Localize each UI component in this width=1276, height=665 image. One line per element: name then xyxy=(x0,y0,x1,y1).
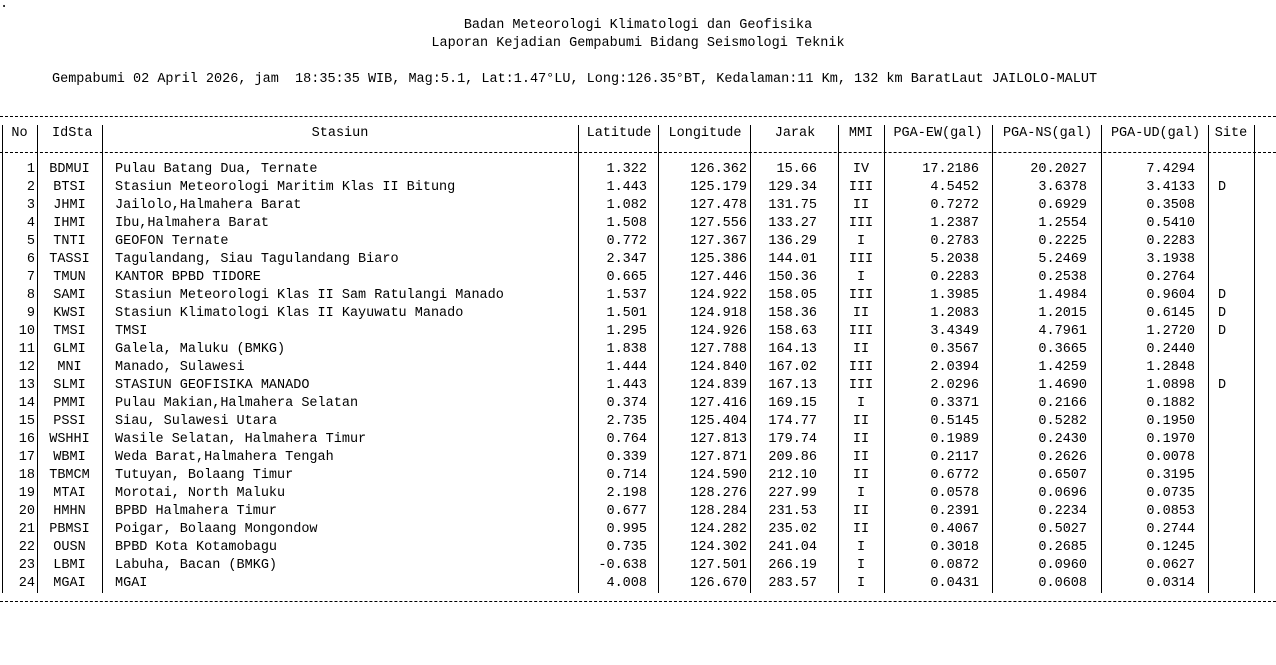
cell-site xyxy=(1218,233,1248,251)
cell-ew: 0.3567 xyxy=(930,342,979,357)
cell-ud: 0.2440 xyxy=(1146,342,1195,357)
cell-lon: 126.362 xyxy=(690,162,747,177)
cell-lat: 1.444 xyxy=(606,360,647,375)
cell-ew: 4.5452 xyxy=(930,180,979,195)
cell-mmi: II xyxy=(852,522,870,537)
cell-lat: 1.537 xyxy=(606,288,647,303)
cell-site xyxy=(1218,485,1248,503)
cell-ud: 3.4133 xyxy=(1146,180,1195,195)
column-separator xyxy=(992,125,993,593)
cell-dist: 241.04 xyxy=(768,540,817,555)
cell-no: 23 xyxy=(18,558,35,573)
column-separator xyxy=(578,125,579,593)
cell-dist: 129.34 xyxy=(768,180,817,195)
cell-name: Pulau Batang Dua, Ternate xyxy=(115,162,318,177)
cell-ew: 5.2038 xyxy=(930,252,979,267)
cell-ud: 1.2720 xyxy=(1146,324,1195,339)
cell-no: 24 xyxy=(18,576,35,591)
cell-id: PMMI xyxy=(53,396,86,411)
column-header: Site xyxy=(1214,126,1248,141)
cell-no: 9 xyxy=(26,306,35,321)
cell-lat: 2.198 xyxy=(606,486,647,501)
column-separator xyxy=(102,125,103,593)
cell-ud: 0.9604 xyxy=(1146,288,1195,303)
cell-ud: 0.5410 xyxy=(1146,216,1195,231)
cell-dist: 212.10 xyxy=(768,468,817,483)
cell-mmi: II xyxy=(852,342,870,357)
cell-no: 21 xyxy=(18,522,35,537)
cell-no: 7 xyxy=(26,270,35,285)
cell-no: 13 xyxy=(18,378,35,393)
cell-lon: 125.404 xyxy=(690,414,747,429)
cell-lon: 124.918 xyxy=(690,306,747,321)
cell-site xyxy=(1218,575,1248,593)
column-separator xyxy=(838,125,839,593)
cell-lon: 127.416 xyxy=(690,396,747,411)
cell-ew: 0.0872 xyxy=(930,558,979,573)
header-divider xyxy=(0,152,1276,153)
cell-ns: 0.2430 xyxy=(1038,432,1087,447)
cell-name: Morotai, North Maluku xyxy=(115,486,286,501)
cell-ew: 1.2083 xyxy=(930,306,979,321)
cell-ns: 0.2685 xyxy=(1038,540,1087,555)
cell-lon: 124.926 xyxy=(690,324,747,339)
bottom-divider xyxy=(0,601,1276,602)
column-separator xyxy=(750,125,751,593)
cell-lat: 1.443 xyxy=(606,180,647,195)
cell-ns: 0.2225 xyxy=(1038,234,1087,249)
cell-lat: 0.374 xyxy=(606,396,647,411)
cell-dist: 131.75 xyxy=(768,198,817,213)
cell-ew: 1.3985 xyxy=(930,288,979,303)
cell-ud: 0.1882 xyxy=(1146,396,1195,411)
cell-lat: 0.714 xyxy=(606,468,647,483)
cell-ud: 0.6145 xyxy=(1146,306,1195,321)
cell-ew: 0.2117 xyxy=(930,450,979,465)
cell-ns: 5.2469 xyxy=(1038,252,1087,267)
cell-id: LBMI xyxy=(53,558,86,573)
cell-lon: 127.813 xyxy=(690,432,747,447)
cell-ns: 0.2538 xyxy=(1038,270,1087,285)
cell-id: SLMI xyxy=(53,378,86,393)
cell-ew: 3.4349 xyxy=(930,324,979,339)
cell-id: WBMI xyxy=(53,450,86,465)
cell-ud: 0.2283 xyxy=(1146,234,1195,249)
cell-ew: 17.2186 xyxy=(922,162,979,177)
cell-lon: 125.179 xyxy=(690,180,747,195)
cell-site xyxy=(1218,557,1248,575)
cell-lon: 127.788 xyxy=(690,342,747,357)
cell-no: 8 xyxy=(26,288,35,303)
cell-ud: 0.1970 xyxy=(1146,432,1195,447)
cell-ew: 0.5145 xyxy=(930,414,979,429)
cell-mmi: III xyxy=(848,324,874,339)
cell-name: Jailolo,Halmahera Barat xyxy=(115,198,302,213)
cell-mmi: II xyxy=(852,306,870,321)
cell-ns: 0.5027 xyxy=(1038,522,1087,537)
cell-lat: 0.665 xyxy=(606,270,647,285)
cell-no: 17 xyxy=(18,450,35,465)
cell-mmi: I xyxy=(856,558,866,573)
cell-lat: -0.638 xyxy=(598,558,647,573)
cell-name: Ibu,Halmahera Barat xyxy=(115,216,269,231)
cell-id: HMHN xyxy=(53,504,86,519)
cell-dist: 136.29 xyxy=(768,234,817,249)
cell-lat: 0.677 xyxy=(606,504,647,519)
cell-ud: 7.4294 xyxy=(1146,162,1195,177)
column-separator xyxy=(1208,125,1209,593)
cell-ud: 0.0314 xyxy=(1146,576,1195,591)
cell-site: D xyxy=(1218,378,1227,393)
cell-name: Weda Barat,Halmahera Tengah xyxy=(115,450,334,465)
cell-site xyxy=(1218,521,1248,539)
cell-mmi: I xyxy=(856,576,866,591)
cell-mmi: IV xyxy=(852,162,870,177)
cell-site xyxy=(1218,161,1248,179)
cell-dist: 158.05 xyxy=(768,288,817,303)
cell-ud: 0.2764 xyxy=(1146,270,1195,285)
cell-lat: 0.735 xyxy=(606,540,647,555)
cell-lat: 4.008 xyxy=(606,576,647,591)
cell-dist: 133.27 xyxy=(768,216,817,231)
cell-name: Stasiun Meteorologi Maritim Klas II Bitung xyxy=(115,180,456,195)
cell-mmi: III xyxy=(848,180,874,195)
cell-ud: 1.0898 xyxy=(1146,378,1195,393)
column-header: MMI xyxy=(848,126,874,141)
cell-dist: 169.15 xyxy=(768,396,817,411)
cell-dist: 144.01 xyxy=(768,252,817,267)
cell-name: Labuha, Bacan (BMKG) xyxy=(115,558,278,573)
cell-dist: 227.99 xyxy=(768,486,817,501)
cell-site: D xyxy=(1218,324,1227,339)
cell-ew: 0.0578 xyxy=(930,486,979,501)
cell-no: 14 xyxy=(18,396,35,411)
cell-site: D xyxy=(1218,180,1227,195)
cell-lat: 2.347 xyxy=(606,252,647,267)
cell-ns: 0.6507 xyxy=(1038,468,1087,483)
column-header: PGA-EW(gal) xyxy=(893,126,983,141)
cell-no: 4 xyxy=(26,216,35,231)
cell-lon: 124.282 xyxy=(690,522,747,537)
cell-no: 19 xyxy=(18,486,35,501)
cell-ud: 0.0853 xyxy=(1146,504,1195,519)
cell-mmi: I xyxy=(856,396,866,411)
cell-name: KANTOR BPBD TIDORE xyxy=(115,270,261,285)
column-separator xyxy=(658,125,659,593)
cell-id: BDMUI xyxy=(49,162,90,177)
cell-lat: 1.508 xyxy=(606,216,647,231)
cell-dist: 235.02 xyxy=(768,522,817,537)
cell-id: TMSI xyxy=(53,324,86,339)
cell-ns: 1.4690 xyxy=(1038,378,1087,393)
cell-lat: 1.838 xyxy=(606,342,647,357)
cell-id: MTAI xyxy=(53,486,86,501)
cell-name: Siau, Sulawesi Utara xyxy=(115,414,278,429)
cell-lat: 1.443 xyxy=(606,378,647,393)
cell-no: 6 xyxy=(26,252,35,267)
cell-ew: 0.0431 xyxy=(930,576,979,591)
cell-id: IHMI xyxy=(53,216,86,231)
column-separator xyxy=(884,125,885,593)
cell-dist: 158.63 xyxy=(768,324,817,339)
cell-ns: 0.0960 xyxy=(1038,558,1087,573)
cell-site xyxy=(1218,215,1248,233)
cell-ns: 1.2554 xyxy=(1038,216,1087,231)
cell-ud: 1.2848 xyxy=(1146,360,1195,375)
cell-lat: 1.295 xyxy=(606,324,647,339)
cell-ud: 0.0078 xyxy=(1146,450,1195,465)
cell-dist: 266.19 xyxy=(768,558,817,573)
cell-lon: 124.302 xyxy=(690,540,747,555)
cell-no: 5 xyxy=(26,234,35,249)
cell-dist: 15.66 xyxy=(776,162,817,177)
cell-no: 22 xyxy=(18,540,35,555)
cell-ns: 0.0608 xyxy=(1038,576,1087,591)
column-header: IdSta xyxy=(52,126,93,141)
cell-ns: 4.7961 xyxy=(1038,324,1087,339)
column-separator xyxy=(37,125,38,593)
cell-ew: 0.2783 xyxy=(930,234,979,249)
cell-ew: 0.4067 xyxy=(930,522,979,537)
cell-mmi: III xyxy=(848,252,874,267)
column-separator xyxy=(1254,125,1255,593)
cell-ud: 3.1938 xyxy=(1146,252,1195,267)
cell-mmi: II xyxy=(852,468,870,483)
cell-ns: 1.2015 xyxy=(1038,306,1087,321)
cell-ew: 0.2283 xyxy=(930,270,979,285)
cell-dist: 174.77 xyxy=(768,414,817,429)
cell-ns: 20.2027 xyxy=(1030,162,1087,177)
cell-dist: 167.02 xyxy=(768,360,817,375)
cell-ns: 0.3665 xyxy=(1038,342,1087,357)
cell-ew: 0.1989 xyxy=(930,432,979,447)
cell-ns: 0.2626 xyxy=(1038,450,1087,465)
cell-site xyxy=(1218,269,1248,287)
cell-name: BPBD Halmahera Timur xyxy=(115,504,278,519)
cell-mmi: I xyxy=(856,234,866,249)
cell-site xyxy=(1218,467,1248,485)
cell-name: Tagulandang, Siau Tagulandang Biaro xyxy=(115,252,399,267)
cell-site xyxy=(1218,449,1248,467)
cell-site xyxy=(1218,251,1248,269)
cell-mmi: III xyxy=(848,360,874,375)
event-summary: Gempabumi 02 April 2026, jam 18:35:35 WIB, Mag:5.1, Lat:1.47°LU, Long:126.35°BT, Kedalaman:11 Km, 132 km BaratLaut JAILOLO-MALUT xyxy=(52,72,1098,87)
cell-id: KWSI xyxy=(53,306,86,321)
column-header: Stasiun xyxy=(311,126,369,141)
cell-ew: 2.0296 xyxy=(930,378,979,393)
cell-name: Stasiun Meteorologi Klas II Sam Ratulangi Manado xyxy=(115,288,504,303)
cell-dist: 158.36 xyxy=(768,306,817,321)
cell-lon: 128.284 xyxy=(690,504,747,519)
cell-mmi: III xyxy=(848,378,874,393)
cell-lon: 127.556 xyxy=(690,216,747,231)
cell-dist: 209.86 xyxy=(768,450,817,465)
cell-ud: 0.3195 xyxy=(1146,468,1195,483)
column-separator xyxy=(2,125,3,593)
cell-dist: 167.13 xyxy=(768,378,817,393)
cell-no: 16 xyxy=(18,432,35,447)
top-divider xyxy=(0,116,1276,117)
cell-site: D xyxy=(1218,288,1227,303)
cell-dist: 283.57 xyxy=(768,576,817,591)
cell-ns: 0.6929 xyxy=(1038,198,1087,213)
column-header: Latitude xyxy=(586,126,652,141)
cell-name: STASIUN GEOFISIKA MANADO xyxy=(115,378,310,393)
cell-site xyxy=(1218,359,1248,377)
cell-mmi: II xyxy=(852,198,870,213)
column-separator xyxy=(1101,125,1102,593)
cell-ud: 0.0735 xyxy=(1146,486,1195,501)
cell-lat: 0.339 xyxy=(606,450,647,465)
cell-dist: 164.13 xyxy=(768,342,817,357)
cell-ns: 0.0696 xyxy=(1038,486,1087,501)
cell-no: 15 xyxy=(18,414,35,429)
agency-title: Badan Meteorologi Klimatologi dan Geofisika xyxy=(463,18,813,33)
cell-ew: 0.6772 xyxy=(930,468,979,483)
cell-name: MGAI xyxy=(115,576,148,591)
cell-lat: 0.995 xyxy=(606,522,647,537)
column-header: PGA-NS(gal) xyxy=(1002,126,1093,141)
cell-id: MGAI xyxy=(53,576,86,591)
cell-lat: 0.772 xyxy=(606,234,647,249)
cell-id: PBMSI xyxy=(49,522,90,537)
cell-ns: 0.5282 xyxy=(1038,414,1087,429)
cell-ew: 2.0394 xyxy=(930,360,979,375)
cell-mmi: I xyxy=(856,270,866,285)
cell-id: WSHHI xyxy=(49,432,90,447)
cell-lat: 2.735 xyxy=(606,414,647,429)
cell-ew: 1.2387 xyxy=(930,216,979,231)
cell-name: Wasile Selatan, Halmahera Timur xyxy=(115,432,367,447)
cell-no: 11 xyxy=(18,342,35,357)
cell-dist: 150.36 xyxy=(768,270,817,285)
cell-ns: 1.4984 xyxy=(1038,288,1087,303)
cell-id: TASSI xyxy=(49,252,90,267)
cell-mmi: II xyxy=(852,450,870,465)
cell-ew: 0.2391 xyxy=(930,504,979,519)
cell-id: MNI xyxy=(57,360,82,375)
cell-id: TBMCM xyxy=(49,468,90,483)
cell-id: GLMI xyxy=(53,342,86,357)
cell-name: Galela, Maluku (BMKG) xyxy=(115,342,286,357)
cell-no: 20 xyxy=(18,504,35,519)
cell-site xyxy=(1218,395,1248,413)
cell-mmi: III xyxy=(848,216,874,231)
cell-name: BPBD Kota Kotamobagu xyxy=(115,540,278,555)
column-header: Jarak xyxy=(774,126,816,141)
cell-name: Stasiun Klimatologi Klas II Kayuwatu Manado xyxy=(115,306,464,321)
column-header: No xyxy=(11,126,28,141)
corner-mark: . xyxy=(0,0,9,12)
cell-ud: 0.2744 xyxy=(1146,522,1195,537)
cell-id: TMUN xyxy=(53,270,86,285)
column-header: Longitude xyxy=(668,126,742,141)
cell-no: 12 xyxy=(18,360,35,375)
cell-ew: 0.7272 xyxy=(930,198,979,213)
cell-mmi: II xyxy=(852,414,870,429)
cell-mmi: II xyxy=(852,432,870,447)
cell-site xyxy=(1218,503,1248,521)
cell-name: GEOFON Ternate xyxy=(115,234,229,249)
cell-name: Pulau Makian,Halmahera Selatan xyxy=(115,396,359,411)
cell-ud: 0.1950 xyxy=(1146,414,1195,429)
cell-id: SAMI xyxy=(53,288,86,303)
cell-ns: 0.2234 xyxy=(1038,504,1087,519)
cell-id: BTSI xyxy=(53,180,86,195)
cell-lat: 1.322 xyxy=(606,162,647,177)
cell-no: 10 xyxy=(18,324,35,339)
cell-site xyxy=(1218,341,1248,359)
cell-lon: 124.840 xyxy=(690,360,747,375)
cell-ns: 1.4259 xyxy=(1038,360,1087,375)
cell-lon: 127.367 xyxy=(690,234,747,249)
cell-lon: 127.501 xyxy=(690,558,747,573)
cell-name: Poigar, Bolaang Mongondow xyxy=(115,522,318,537)
cell-mmi: I xyxy=(856,540,866,555)
cell-site xyxy=(1218,413,1248,431)
cell-mmi: III xyxy=(848,288,874,303)
cell-lon: 124.839 xyxy=(690,378,747,393)
cell-id: JHMI xyxy=(53,198,86,213)
cell-ew: 0.3018 xyxy=(930,540,979,555)
cell-id: PSSI xyxy=(53,414,86,429)
cell-lon: 124.922 xyxy=(690,288,747,303)
cell-lon: 127.871 xyxy=(690,450,747,465)
cell-lon: 126.670 xyxy=(690,576,747,591)
cell-name: Tutuyan, Bolaang Timur xyxy=(115,468,294,483)
cell-lon: 124.590 xyxy=(690,468,747,483)
cell-no: 18 xyxy=(18,468,35,483)
cell-site xyxy=(1218,197,1248,215)
cell-ud: 0.1245 xyxy=(1146,540,1195,555)
cell-ud: 0.0627 xyxy=(1146,558,1195,573)
cell-ns: 0.2166 xyxy=(1038,396,1087,411)
cell-no: 2 xyxy=(26,180,35,195)
cell-lat: 0.764 xyxy=(606,432,647,447)
cell-ns: 3.6378 xyxy=(1038,180,1087,195)
report-title: Laporan Kejadian Gempabumi Bidang Seismologi Teknik xyxy=(431,36,845,51)
cell-lat: 1.082 xyxy=(606,198,647,213)
cell-site xyxy=(1218,431,1248,449)
cell-id: OUSN xyxy=(53,540,86,555)
cell-ew: 0.3371 xyxy=(930,396,979,411)
cell-mmi: II xyxy=(852,504,870,519)
cell-site: D xyxy=(1218,306,1227,321)
cell-lon: 127.446 xyxy=(690,270,747,285)
cell-dist: 179.74 xyxy=(768,432,817,447)
cell-no: 1 xyxy=(26,162,35,177)
cell-mmi: I xyxy=(856,486,866,501)
cell-lon: 127.478 xyxy=(690,198,747,213)
cell-name: Manado, Sulawesi xyxy=(115,360,245,375)
cell-dist: 231.53 xyxy=(768,504,817,519)
cell-id: TNTI xyxy=(53,234,86,249)
cell-no: 3 xyxy=(26,198,35,213)
cell-lat: 1.501 xyxy=(606,306,647,321)
cell-name: TMSI xyxy=(115,324,148,339)
cell-lon: 128.276 xyxy=(690,486,747,501)
column-header: PGA-UD(gal) xyxy=(1110,126,1201,141)
cell-site xyxy=(1218,539,1248,557)
cell-ud: 0.3508 xyxy=(1146,198,1195,213)
cell-lon: 125.386 xyxy=(690,252,747,267)
